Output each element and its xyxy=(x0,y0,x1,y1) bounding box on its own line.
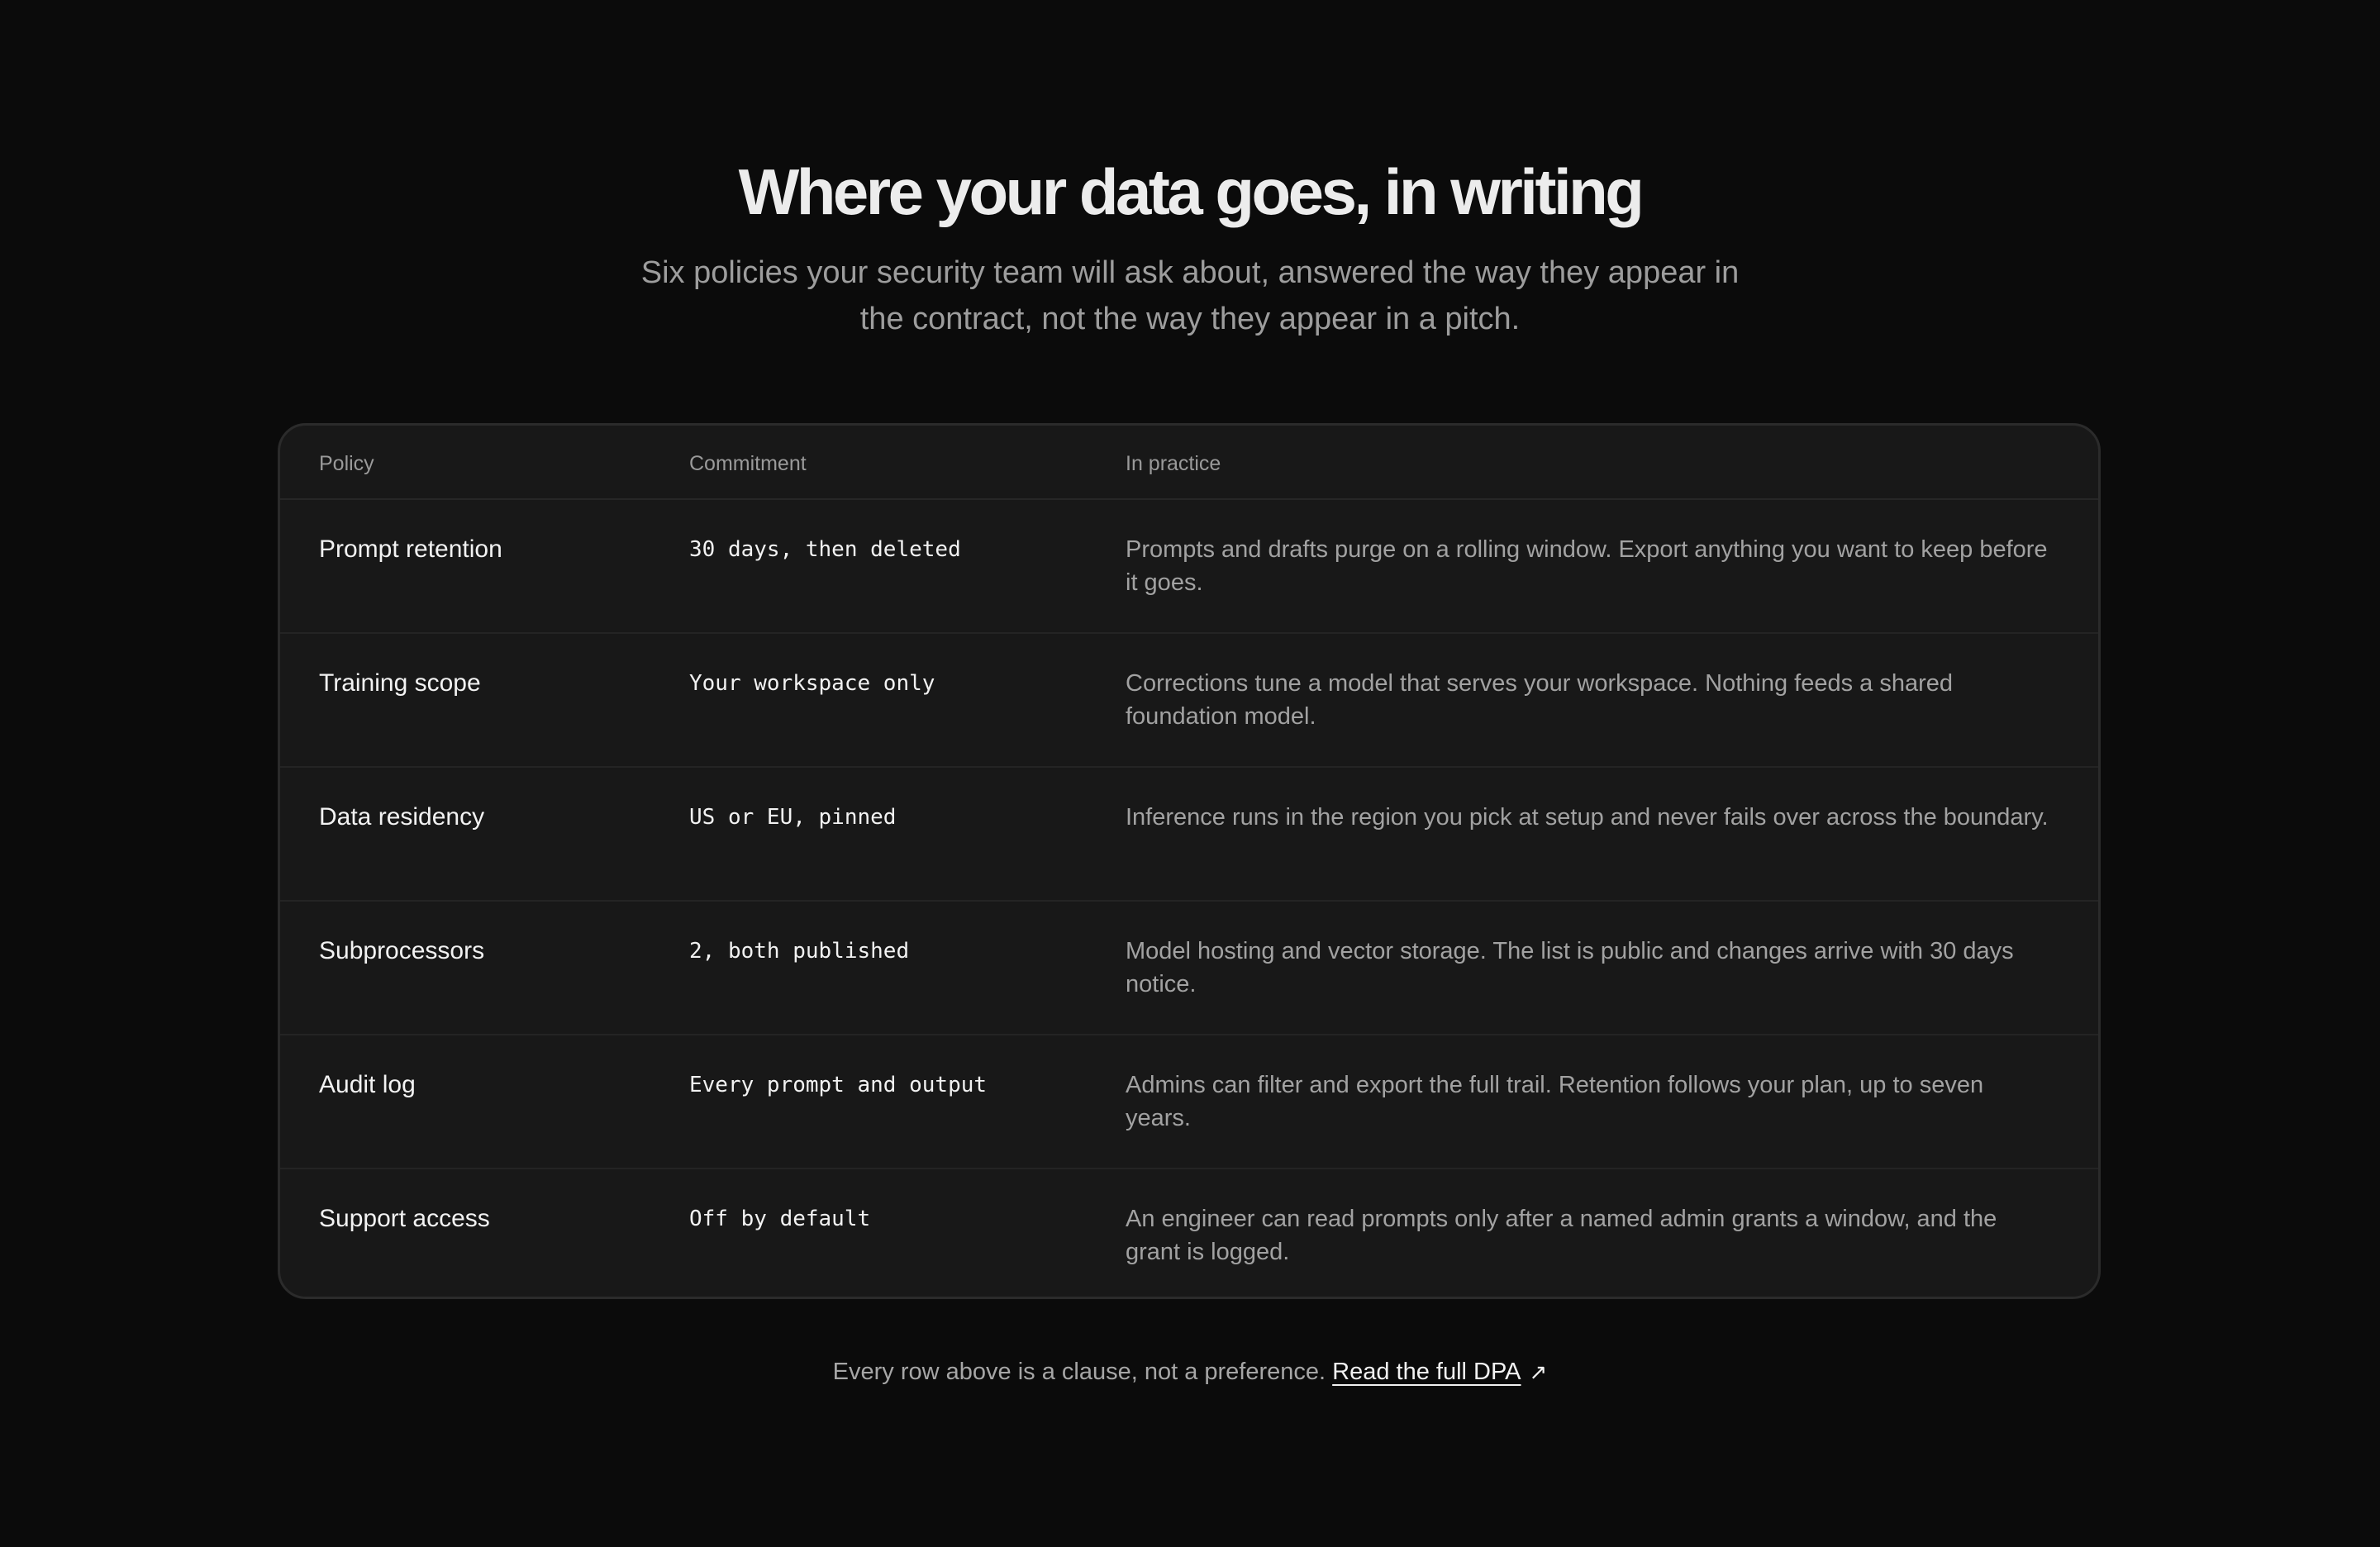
column-header-in-practice: In practice xyxy=(1126,452,1221,475)
table-row xyxy=(280,1035,2098,1169)
policy-name: Subprocessors xyxy=(319,937,485,964)
practice-description: Corrections tune a model that serves your workspace. Nothing feeds a shared foundation model. xyxy=(1126,670,1954,730)
arrow-up-right-icon: ↗ xyxy=(1529,1360,1548,1385)
practice-description: An engineer can read prompts only after a named admin grants a window, and the grant is logged. xyxy=(1126,1206,1997,1265)
commitment-value: Off by default xyxy=(689,1207,871,1231)
policy-name: Support access xyxy=(319,1205,490,1232)
table-header xyxy=(280,426,2098,500)
commitment-value: 2, both published xyxy=(689,939,910,964)
commitment-value: Every prompt and output xyxy=(689,1073,988,1097)
table-row xyxy=(280,1169,2098,1299)
practice-description: Admins can filter and export the full trail. Retention follows your plan, up to seven years. xyxy=(1126,1072,1984,1131)
policy-name: Prompt retention xyxy=(319,536,502,563)
page-title: Where your data goes, in writing xyxy=(738,155,1642,228)
commitment-value: Your workspace only xyxy=(689,671,935,696)
table-row xyxy=(280,634,2098,768)
practice-description: Prompts and drafts purge on a rolling window. Export anything you want to keep before it goes. xyxy=(1126,536,2048,596)
policy-name: Audit log xyxy=(319,1071,416,1098)
policy-table xyxy=(278,423,2101,1299)
read-dpa-link[interactable] xyxy=(1332,1359,1521,1385)
commitment-value: US or EU, pinned xyxy=(689,805,897,830)
read-dpa-link-label[interactable]: Read the full DPA xyxy=(1332,1359,1521,1385)
column-header-policy: Policy xyxy=(319,452,374,475)
page-subtitle: Six policies your security team will ask about, answered the way they appear in the contract, not the way they appear in a pitch. xyxy=(640,255,1740,336)
practice-description: Inference runs in the region you pick at setup and never fails over across the boundary. xyxy=(1126,804,2049,831)
table-row xyxy=(280,500,2098,634)
policy-name: Training scope xyxy=(319,669,481,697)
footer-text: Every row above is a clause, not a preference. xyxy=(832,1359,1326,1385)
practice-description: Model hosting and vector storage. The list is public and changes arrive with 30 days notice. xyxy=(1126,938,2014,997)
column-header-commitment: Commitment xyxy=(689,452,807,475)
table-row xyxy=(280,768,2098,902)
footer-note xyxy=(0,1354,2380,1391)
table-row xyxy=(280,902,2098,1035)
policy-name: Data residency xyxy=(319,803,485,831)
commitment-value: 30 days, then deleted xyxy=(689,537,961,562)
